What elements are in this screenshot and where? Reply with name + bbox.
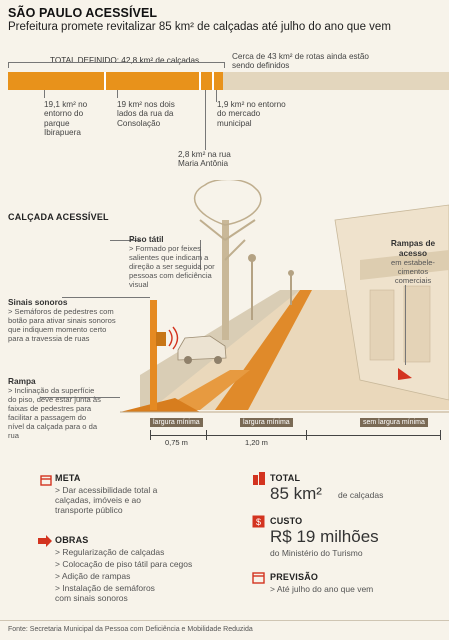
rampas-desc: em estabele- cimentos comerciais	[391, 258, 435, 285]
total-unit: de calçadas	[338, 490, 384, 500]
defined-bracket	[8, 62, 225, 68]
custo-note: do Ministério do Turismo	[270, 548, 363, 558]
meta-item-1: > Dar acessibilidade total a calçadas, imóveis e ao transporte público	[55, 485, 158, 515]
calendar-icon	[252, 571, 265, 584]
custo-value: R$ 19 milhões	[270, 527, 379, 546]
width-tick-2	[206, 430, 207, 440]
obras-item-1: > Regularização de calçadas	[55, 547, 165, 557]
leader-sinais	[62, 297, 150, 298]
piso-tatil-title: Piso tátil	[129, 234, 164, 244]
width-tick-1	[150, 430, 151, 440]
custo-title: CUSTO	[270, 516, 303, 526]
segment-label-1: 19,1 km² no entorno do parque Ibirapuera	[44, 100, 88, 138]
arrow-right-icon	[38, 535, 52, 547]
total-title: TOTAL	[270, 473, 301, 483]
obras-item-3: > Adição de rampas	[55, 571, 131, 581]
svg-text:$: $	[255, 517, 262, 527]
segment-label-4: 1,9 km² no entorno do mercado municipal	[217, 100, 286, 128]
width-tick-3	[306, 430, 307, 440]
previsao-item-1: > Até julho do ano que vem	[270, 584, 374, 594]
width-min2-value: 1,20 m	[245, 438, 268, 447]
width-min1-label: largura mínima	[150, 418, 203, 427]
remaining-label: Cerca de 43 km² de rotas ainda estão sendo definidos	[232, 52, 369, 71]
footer-divider	[0, 620, 449, 621]
width-tick-4	[440, 430, 441, 440]
bar-defined	[8, 72, 223, 90]
total-value: 85 km²	[270, 484, 322, 503]
bar-divider-1	[104, 72, 106, 90]
bar-remaining	[223, 72, 449, 90]
meta-title: META	[55, 473, 81, 483]
obras-item-4: > Instalação de semáforos com sinais sonoros	[55, 583, 155, 603]
calendar-icon	[40, 474, 52, 486]
buildings-icon	[252, 472, 266, 485]
bar-divider-2	[199, 72, 201, 90]
leader-rampas	[405, 285, 406, 365]
width-min2-label: largura mínima	[240, 418, 293, 427]
rampas-title: Rampas de acesso	[390, 238, 436, 258]
source-footnote: Fonte: Secretaria Municipal da Pessoa com Deficiência e Mobilidade Reduzida	[8, 626, 253, 633]
leader-2	[117, 90, 118, 98]
segment-label-3: 2,8 km² na rua Maria Antônia	[178, 150, 231, 169]
sidewalk-section-title: CALÇADA ACESSÍVEL	[8, 212, 109, 222]
leader-3	[205, 90, 206, 150]
segment-label-2: 19 km² nos dois lados da rua da Consolação	[117, 100, 175, 128]
rampa-title: Rampa	[8, 376, 36, 386]
bar-divider-3	[212, 72, 214, 90]
width-min1-value: 0,75 m	[165, 438, 188, 447]
rampa-desc: > Inclinação da superfície do piso, deve estar junta às faixas de pedestres para facilitar a passagem do nível da calçada para o da rua	[8, 386, 101, 440]
piso-tatil-desc: > Formado por feixes salientes que indicam a direção a ser seguida por pessoas com deficiência visual	[129, 244, 215, 289]
leader-1	[44, 90, 45, 98]
page-subtitle: Prefeitura promete revitalizar 85 km² de calçadas até julho do ano que vem	[8, 21, 391, 33]
width-none-label: sem largura mínima	[360, 418, 428, 427]
width-line	[150, 435, 440, 436]
sinais-title: Sinais sonoros	[8, 297, 68, 307]
obras-title: OBRAS	[55, 535, 89, 545]
page-title: SÃO PAULO ACESSÍVEL	[8, 6, 158, 20]
sinais-desc: > Semáforos de pedestres com botão para ativar sinais sonoros que indiquem momento certo para a travessia de ruas	[8, 307, 116, 343]
total-defined-label: TOTAL DEFINIDO: 42,8 km² de calçadas	[50, 56, 200, 65]
previsao-title: PREVISÃO	[270, 572, 319, 582]
money-icon	[252, 515, 265, 528]
obras-item-2: > Colocação de piso tátil para cegos	[55, 559, 193, 569]
